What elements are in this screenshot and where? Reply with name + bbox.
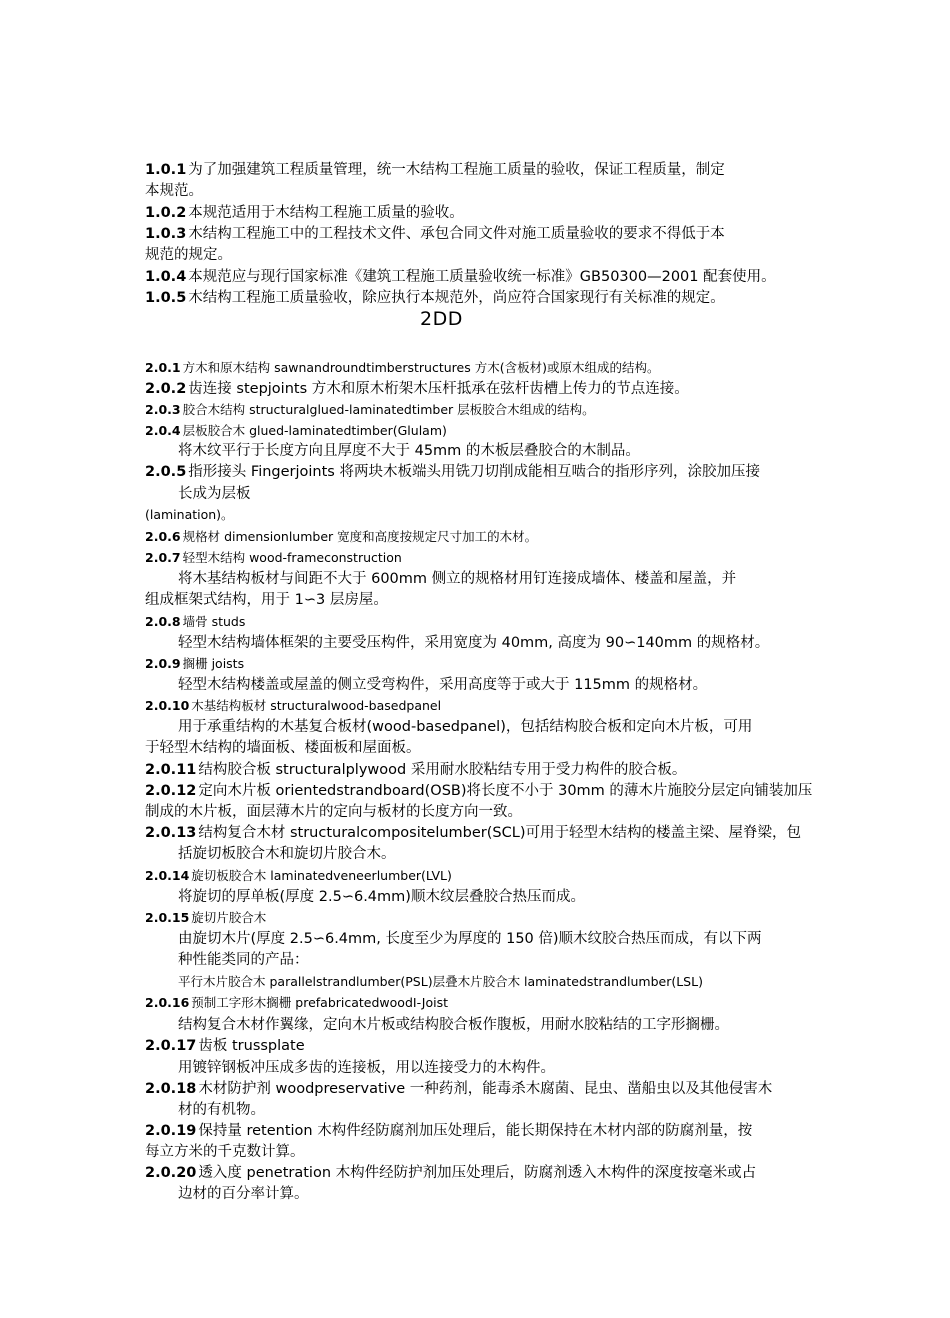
- term-line: [145, 423, 447, 438]
- clause-number: 2.0.17: [145, 1038, 197, 1054]
- clause-text: 木基结构板材 structuralwood-basedpanel: [191, 698, 442, 713]
- clause-number: 2.0.4: [145, 423, 181, 438]
- clause-number: 2.0.16: [145, 995, 190, 1010]
- term-line: [145, 381, 689, 398]
- clause-text: 括旋切板胶合木和旋切片胶合木。: [178, 846, 396, 862]
- term-line: [145, 614, 245, 629]
- clause-number: 2.0.7: [145, 550, 181, 565]
- clause-text: 组成框架式结构，用于 1∽3 层房屋。: [145, 592, 388, 608]
- clause-text: 长成为层板: [178, 486, 251, 502]
- term-line: [145, 1081, 772, 1098]
- clause-number: 2.0.12: [145, 783, 197, 799]
- term-line: [145, 910, 266, 925]
- clause-text: 轻型木结构楼盖或屋盖的侧立受弯构件，采用高度等于或大于 115mm 的规格材。: [178, 677, 708, 693]
- provision-line: [145, 290, 725, 307]
- clause-text: 轻型木结构墙体框架的主要受压构件，采用宽度为 40mm, 高度为 90∽140mm 的规格材。: [178, 635, 770, 651]
- term-line: [145, 656, 244, 671]
- clause-number: 1.0.5: [145, 290, 187, 306]
- clause-text: (lamination)。: [145, 507, 234, 522]
- term-line: [178, 1017, 729, 1034]
- clause-text: 制成的木片板，面层薄木片的定向与板材的长度方向一致。: [145, 804, 522, 820]
- clause-number: 1.0.2: [145, 205, 187, 221]
- provision-line: [145, 205, 464, 222]
- term-line: [145, 1038, 305, 1055]
- clause-number: 2.0.14: [145, 868, 190, 883]
- term-line: [145, 762, 686, 779]
- clause-number: 2.0.1: [145, 360, 181, 375]
- term-line: [178, 677, 707, 694]
- term-line: [145, 1165, 756, 1182]
- term-line: [145, 783, 812, 800]
- clause-text: 保持量 retention 木构件经防腐剂加压处理后，能长期保持在木材内部的防腐剂量，按: [198, 1123, 753, 1139]
- term-line: [145, 698, 441, 713]
- clause-text: 胶合木结构 structuralglued-laminatedtimber 层板胶合木组成的结构。: [182, 402, 595, 417]
- provision-line: [145, 226, 725, 243]
- clause-number: 2.0.9: [145, 656, 181, 671]
- term-line: [178, 571, 736, 588]
- clause-text: 木结构工程施工质量验收，除应执行本规范外，尚应符合国家现行有关标准的规定。: [188, 290, 725, 306]
- clause-text: 结构复合木材 structuralcompositelumber(SCL)可用于轻型木结构的楼盖主梁、屋脊梁，包: [198, 825, 801, 841]
- clause-text: 轻型木结构 wood-frameconstruction: [182, 550, 402, 565]
- clause-text: 旋切板胶合木 laminatedveneerlumber(LVL): [191, 868, 452, 883]
- term-line: [145, 825, 801, 842]
- clause-number: 1.0.4: [145, 269, 187, 285]
- term-line: [178, 974, 703, 989]
- term-line: [178, 1060, 555, 1077]
- clause-text: 将旋切的厚单板(厚度 2.5∽6.4mm)顺木纹层叠胶合热压而成。: [178, 889, 585, 905]
- term-line: [145, 402, 595, 417]
- clause-text: 规范的规定。: [145, 247, 232, 263]
- clause-text: 预制工字形木搁栅 prefabricatedwoodI-Joist: [191, 995, 448, 1010]
- term-line: [145, 1123, 752, 1140]
- clause-text: 种性能类同的产品：: [178, 952, 309, 968]
- term-line: [178, 443, 640, 460]
- clause-text: 墙骨 studs: [182, 614, 246, 629]
- clause-number: 2.0.10: [145, 698, 190, 713]
- term-line: [178, 889, 585, 906]
- clause-number: 2.0.15: [145, 910, 190, 925]
- clause-number: 1.0.3: [145, 226, 187, 242]
- clause-text: 齿板 trussplate: [198, 1038, 305, 1054]
- term-line: [178, 486, 251, 503]
- clause-text: 定向木片板 orientedstrandboard(OSB)将长度不小于 30mm 的薄木片施胶分层定向铺装加压: [198, 783, 813, 799]
- clause-text: 于轻型木结构的墙面板、楼面板和屋面板。: [145, 740, 421, 756]
- clause-text: 每立方米的千克数计算。: [145, 1144, 305, 1160]
- clause-number: 2.0.11: [145, 762, 197, 778]
- clause-text: 结构胶合板 structuralplywood 采用耐水胶粘结专用于受力构件的胶合板。: [198, 762, 687, 778]
- clause-text: 本规范。: [145, 183, 203, 199]
- clause-text: 用于承重结构的木基复合板材(wood-basedpanel)，包括结构胶合板和定向木片板，可用: [178, 719, 753, 735]
- clause-text: 平行木片胶合木 parallelstrandlumber(PSL)层叠木片胶合木 laminatedstrandlumber(LSL): [178, 974, 703, 989]
- provision-line: [145, 269, 776, 286]
- term-line: [145, 360, 659, 375]
- term-line: [145, 995, 448, 1010]
- clause-number: 2.0.13: [145, 825, 197, 841]
- clause-number: 2.0.2: [145, 381, 187, 397]
- clause-text: 为了加强建筑工程质量管理，统一木结构工程施工质量的验收，保证工程质量，制定: [188, 162, 725, 178]
- clause-text: 本规范适用于木结构工程施工质量的验收。: [188, 205, 464, 221]
- clause-number: 2.0.19: [145, 1123, 197, 1139]
- term-line: [178, 1102, 265, 1119]
- term-line: [178, 635, 769, 652]
- term-line: [178, 931, 762, 948]
- term-line: [145, 507, 234, 522]
- term-line: [145, 1144, 305, 1161]
- term-line: [178, 952, 309, 969]
- clause-number: 2.0.5: [145, 464, 187, 480]
- clause-text: 将木纹平行于长度方向且厚度不大于 45mm 的木板层叠胶合的木制品。: [178, 443, 640, 459]
- clause-text: 旋切片胶合木: [191, 910, 267, 925]
- provision-line: [145, 183, 203, 200]
- clause-text: 结构复合木材作翼缘，定向木片板或结构胶合板作腹板，用耐水胶粘结的工字形搁栅。: [178, 1017, 729, 1033]
- clause-text: 方木和原木结构 sawnandroundtimberstructures 方木(含板材)或原木组成的结构。: [182, 360, 660, 375]
- clause-text: 木结构工程施工中的工程技术文件、承包合同文件对施工质量验收的要求不得低于本: [188, 226, 725, 242]
- clause-text: 由旋切木片(厚度 2.5∽6.4mm, 长度至少为厚度的 150 倍)顺木纹胶合热压而成，有以下两: [178, 931, 762, 947]
- clause-text: 边材的百分率计算。: [178, 1186, 309, 1202]
- clause-text: 木材防护剂 woodpreservative 一种药剂，能毒杀木腐菌、昆虫、凿船虫以及其他侵害木: [198, 1081, 773, 1097]
- term-line: [145, 868, 452, 883]
- term-line: [145, 529, 537, 544]
- term-line: [145, 804, 522, 821]
- clause-text: 指形接头 Fingerjoints 将两块木板端头用铣刀切削成能相互啮合的指形序列，涂胶加压接: [188, 464, 760, 480]
- clause-text: 规格材 dimensionlumber 宽度和高度按规定尺寸加工的木材。: [182, 529, 538, 544]
- clause-number: 2.0.6: [145, 529, 181, 544]
- clause-text: 搁栅 joists: [182, 656, 245, 671]
- term-line: [145, 740, 421, 757]
- clause-number: 2.0.20: [145, 1165, 197, 1181]
- provision-line: [145, 162, 725, 179]
- term-line: [178, 846, 396, 863]
- clause-text: 层板胶合木 glued-laminatedtimber(Glulam): [182, 423, 447, 438]
- clause-text: 齿连接 stepjoints 方木和原木桁架木压杆抵承在弦杆齿槽上传力的节点连接。: [188, 381, 689, 397]
- clause-number: 1.0.1: [145, 162, 187, 178]
- clause-number: 2.0.8: [145, 614, 181, 629]
- term-line: [145, 550, 402, 565]
- clause-text: 用镀锌钢板冲压成多齿的连接板，用以连接受力的木构件。: [178, 1060, 555, 1076]
- clause-text: 透入度 penetration 木构件经防护剂加压处理后，防腐剂透入木构件的深度按毫米或占: [198, 1165, 757, 1181]
- clause-number: 2.0.18: [145, 1081, 197, 1097]
- clause-text: 本规范应与现行国家标准《建筑工程施工质量验收统一标准》GB50300—2001 配套使用。: [188, 269, 776, 285]
- section-heading: 2DD: [420, 308, 463, 330]
- clause-text: 材的有机物。: [178, 1102, 265, 1118]
- clause-text: 将木基结构板材与间距不大于 600mm 侧立的规格材用钉连接成墙体、楼盖和屋盖，并: [178, 571, 737, 587]
- term-line: [178, 1186, 309, 1203]
- provision-line: [145, 247, 232, 264]
- term-line: [145, 464, 760, 481]
- term-line: [145, 592, 388, 609]
- clause-number: 2.0.3: [145, 402, 181, 417]
- term-line: [178, 719, 752, 736]
